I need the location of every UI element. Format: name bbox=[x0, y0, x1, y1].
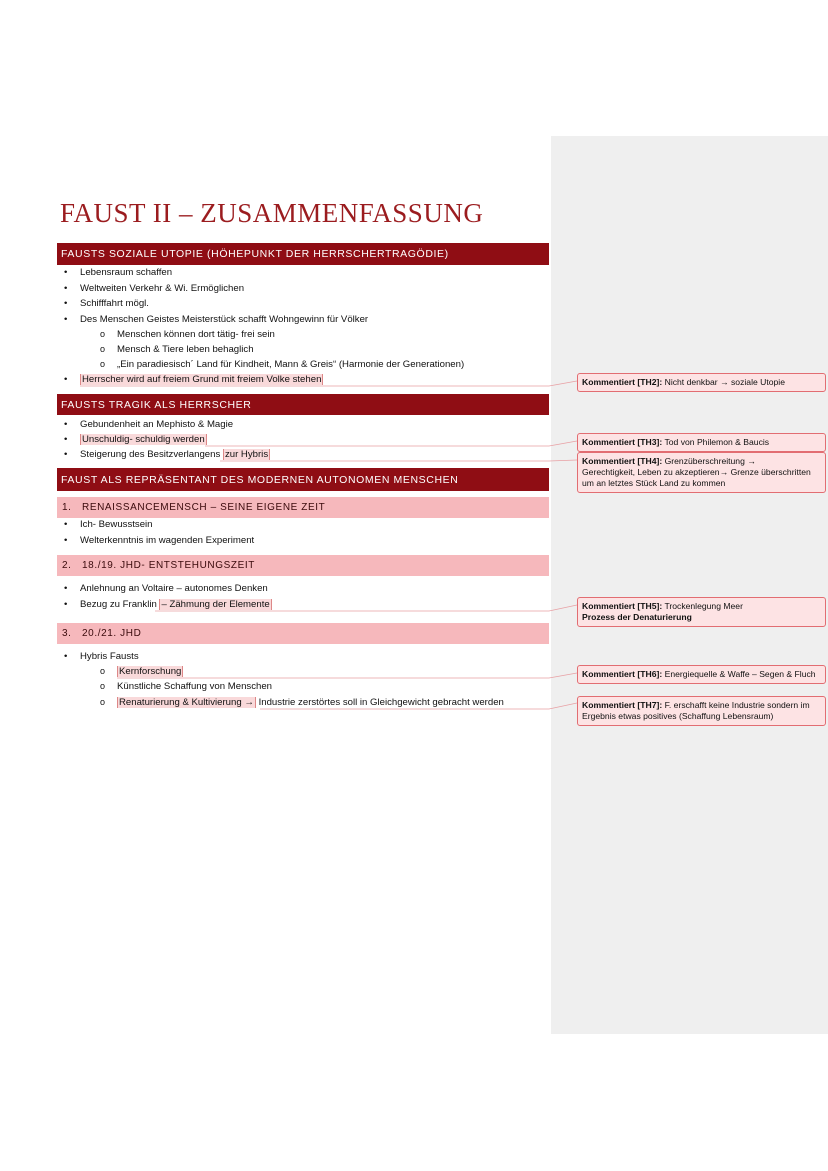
sub-list-item-commented: o Kernforschung bbox=[100, 666, 166, 678]
section-heading-social-utopia: FAUSTS SOZIALE UTOPIE (HÖHEPUNKT DER HERRSCHERTRAGÖDIE) bbox=[57, 243, 549, 265]
list-item-commented: • Unschuldig- schuldig werden bbox=[64, 434, 191, 446]
subsection-heading-18-19-century: 2. 18./19. JHD- ENTSTEHUNGSZEIT bbox=[57, 555, 549, 576]
sub-list-item: o Renaturierung & Kultivierung → Industrie zerstörtes soll in Gleichgewicht gebracht werden bbox=[100, 697, 487, 709]
commented-text: Renaturierung & Kultivierung → bbox=[119, 697, 254, 708]
leader-th3 bbox=[205, 441, 577, 446]
comment-th4[interactable]: Kommentiert [TH4]: Grenzüberschreitung → Gerechtigkeit, Leben zu akzeptieren→ Grenze überschritten um an letztes Stück Land zu kommen bbox=[577, 452, 826, 493]
list-item: • Ich- Bewusstsein bbox=[64, 519, 137, 531]
sub-list-item: o Menschen können dort tätig- frei sein bbox=[100, 329, 258, 341]
comment-th5[interactable]: Kommentiert [TH5]: Trockenlegung Meer Prozess der Denaturierung bbox=[577, 597, 826, 627]
list-item: • Weltweiten Verkehr & Wi. Ermöglichen bbox=[64, 283, 228, 295]
commented-text: – Zähmung der Elemente bbox=[161, 599, 270, 610]
section-heading-tragic-ruler: FAUSTS TRAGIK ALS HERRSCHER bbox=[57, 394, 549, 415]
list-item: • Anlehnung an Voltaire – autonomes Denken bbox=[64, 583, 252, 595]
list-item: • Bezug zu Franklin – Zähmung der Elemente bbox=[64, 599, 256, 611]
comment-th7[interactable]: Kommentiert [TH7]: F. erschafft keine Industrie sondern im Ergebnis etwas positives (Schaffung Lebensraum) bbox=[577, 696, 826, 726]
sub-list-item: o Künstliche Schaffung von Menschen bbox=[100, 681, 255, 693]
leader-th4 bbox=[220, 460, 577, 461]
leader-th6 bbox=[117, 673, 577, 678]
comment-margin-pane bbox=[551, 136, 828, 1034]
list-item-commented: • Herrscher wird auf freiem Grund mit freiem Volke stehen bbox=[64, 374, 307, 386]
subsection-heading-20-21-century: 3. 20./21. JHD bbox=[57, 623, 549, 644]
sub-list-item: o Mensch & Tiere leben behaglich bbox=[100, 344, 237, 356]
list-item: • Hybris Fausts bbox=[64, 651, 123, 663]
comment-th2[interactable]: Kommentiert [TH2]: Nicht denkbar → soziale Utopie bbox=[577, 373, 826, 392]
section-heading-autonomous-man: FAUST ALS REPRÄSENTANT DES MODERNEN AUTONOMEN MENSCHEN bbox=[57, 468, 549, 491]
document-title: FAUST II – ZUSAMMENFASSUNG bbox=[60, 198, 484, 228]
list-item: • Des Menschen Geistes Meisterstück schafft Wohngewinn für Völker bbox=[64, 314, 352, 326]
commented-text: zur Hybris bbox=[224, 449, 269, 460]
subsection-heading-renaissance: 1. RENAISSANCEMENSCH – SEINE EIGENE ZEIT bbox=[57, 497, 549, 518]
list-item: • Lebensraum schaffen bbox=[64, 267, 156, 279]
comment-th3[interactable]: Kommentiert [TH3]: Tod von Philemon & Baucis bbox=[577, 433, 826, 452]
comment-th6[interactable]: Kommentiert [TH6]: Energiequelle & Waffe – Segen & Fluch bbox=[577, 665, 826, 684]
list-item: • Schifffahrt mögl. bbox=[64, 298, 133, 310]
list-item: • Steigerung des Besitzverlangens zur Hybris bbox=[64, 449, 254, 461]
list-item: • Gebundenheit an Mephisto & Magie bbox=[64, 419, 217, 431]
list-item: • Welterkenntnis im wagenden Experiment bbox=[64, 535, 238, 547]
sub-list-item: o „Ein paradiesisch´ Land für Kindheit, Mann & Greis“ (Harmonie der Generationen) bbox=[100, 359, 447, 371]
